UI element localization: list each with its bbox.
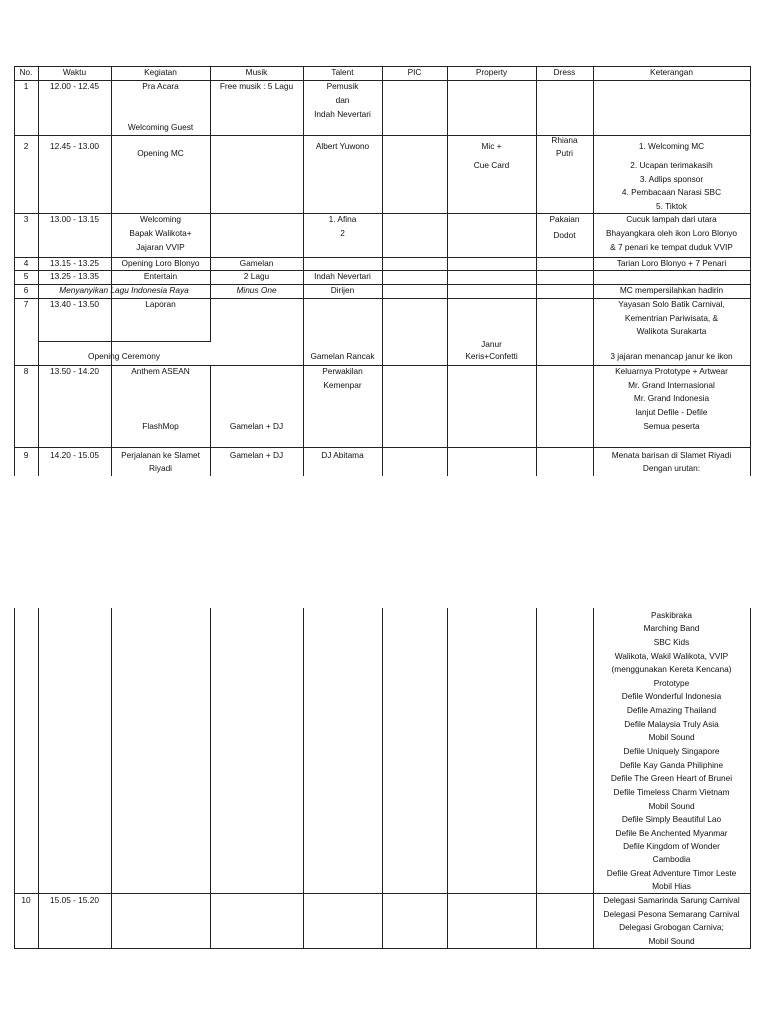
row-1-kegiatan-2: Welcoming Guest [127,122,194,132]
header-talent: Talent [331,67,354,77]
row-8-kegiatan: FlashMop [142,421,179,431]
row-8-kegiatan: Anthem ASEAN [131,366,190,376]
row-7-keterangan: Yayasan Solo Batik Carnival, [618,299,725,309]
row-4-no: 4 [23,258,29,268]
row-4-musik: Gamelan [239,258,274,268]
row-7-talent: Gamelan Rancak [310,351,375,361]
row-6-talent: Dirijen [330,285,355,295]
row-2-keterangan: 5. Tiktok [656,201,687,211]
row-10-keterangan: Delegasi Pesona Semarang Carnival [603,909,740,919]
row-5-no: 5 [23,271,29,281]
row-2-keterangan: 2. Ucapan terimakasih [630,160,713,170]
row-9-keterangan-cont: Defile Great Adventure Timor Leste [606,868,737,878]
row-1-talent: Indah Nevertari [314,109,371,119]
row-9-musik: Gamelan + DJ [229,450,284,460]
row-6-no: 6 [23,285,29,295]
row-9-keterangan-cont: Paskibraka [650,610,693,620]
header-waktu: Waktu [62,67,87,77]
row-3-kegiatan: Welcoming [140,214,181,224]
col-line [303,608,304,949]
row-8-no: 8 [23,366,29,376]
row-2-property: Cue Card [473,160,510,170]
row-7-kegiatan: Laporan [145,299,176,309]
row-1-musik: Free musik : 5 Lagu [219,81,294,91]
row-9-no: 9 [23,450,29,460]
row-3-kegiatan: Bapak Walikota+ [129,228,192,238]
row-5-kegiatan: Entertain [143,271,178,281]
row-9-keterangan-cont: Defile Be Anchented Myanmar [615,828,728,838]
row-9-keterangan-cont: Mobil Sound [648,732,695,742]
row-3-keterangan: Cucuk lampah dari utara [626,214,717,224]
row-2-dress: Rhiana [551,135,578,145]
row-3-dress: Dodot [553,230,576,240]
row-9-keterangan-cont: Defile Amazing Thailand [626,705,717,715]
row-4-keterangan: Tarian Loro Blonyo + 7 Penari [616,258,727,268]
row-10-keterangan: Mobil Sound [648,936,695,946]
row-9-keterangan-cont: Defile Kingdom of Wonder [623,841,720,851]
row-9-keterangan-cont: Marching Band [643,623,700,633]
row-5-talent: Indah Nevertari [314,271,371,281]
row-10-keterangan: Delegasi Samarinda Sarung Carnival [603,895,740,905]
col-line [382,608,383,949]
row-2-no: 2 [23,141,29,151]
row-10-keterangan: Delegasi Grobogan Carniva; [619,922,724,932]
row-9-keterangan-cont: Defile Wonderful Indonesia [621,691,722,701]
row-6-kegiatan: Menyanyikan Lagu Indonesia Raya [59,285,189,295]
row-5-waktu: 13.25 - 13.35 [50,271,99,281]
row-7-keterangan: Kementrian Pariwisata, & [624,313,719,323]
row-6-musik: Minus One [236,285,277,295]
row-3-keterangan: Bhayangkara oleh ikon Loro Blonyo [606,228,737,238]
row-1-talent: Pemusik [326,81,359,91]
col-line [210,608,211,949]
row-line [14,447,751,448]
row-1-no: 1 [23,81,29,91]
row-8-talent: Kemenpar [323,380,362,390]
row-8-waktu: 13.50 - 14.20 [50,366,99,376]
col-line [210,66,211,342]
row-1-kegiatan: Pra Acara [142,81,179,91]
row-9-keterangan-cont: (menggunakan Kereta Kencana) [611,664,732,674]
header-no: No. [19,67,33,77]
col-line [382,66,383,476]
row-3-talent: 2 [340,228,345,238]
row-1-waktu: 12.00 - 12.45 [50,81,99,91]
row-9-keterangan-cont: Cambodia [652,854,691,864]
header-dress: Dress [553,67,576,77]
row-9-keterangan-cont: Defile The Green Heart of Brunei [610,773,733,783]
row-9-keterangan-cont: Defile Uniquely Singapore [623,746,720,756]
row-9-keterangan: Menata barisan di Slamet Riyadi [611,450,732,460]
row-3-talent: 1. Afina [328,214,357,224]
header-musik: Musik [245,67,268,77]
row-7-keterangan: 3 jajaran menancap janur ke ikon [610,351,733,361]
row-9-keterangan-cont: Mobil Hias [652,881,691,891]
col-line [750,66,751,476]
row-10-waktu: 15.05 - 15.20 [50,895,99,905]
row-4-kegiatan: Opening Loro Blonyo [121,258,200,268]
row-3-no: 3 [23,214,29,224]
row-9-keterangan-cont: Walikota, Wakil Walikota, VVIP [614,651,729,661]
row-1-talent: dan [335,95,350,105]
row-8-keterangan: Semua peserta [643,421,700,431]
row-6-keterangan: MC mempersilahkan hadirin [619,285,724,295]
row-4-waktu: 13.15 - 13.25 [50,258,99,268]
row-9-keterangan-cont: Defile Simply Beautiful Lao [621,814,722,824]
row-9-talent: DJ Abitama [321,450,364,460]
row-7-keterangan: Walikota Surakarta [636,326,707,336]
col-line [536,608,537,949]
row-8-musik: Gamelan + DJ [229,421,284,431]
row-9-keterangan-cont: Defile Kay Ganda Philiphine [619,760,724,770]
row-2-keterangan: 4. Pembacaan Narasi SBC [621,187,722,197]
row-2-kegiatan: Opening MC [137,148,184,158]
col-line [111,608,112,949]
row-8-keterangan: Mr. Grand Indonesia [633,393,710,403]
col-line [447,608,448,949]
row-line [38,341,211,342]
row-2-keterangan: 1. Welcoming MC [638,141,705,151]
header-property: Property [475,67,508,77]
col-line [750,608,751,949]
row-9-keterangan-cont: Defile Malaysia Truly Asia [624,719,719,729]
row-line [14,135,751,136]
row-3-dress: Pakaian [549,214,580,224]
row-9-keterangan-cont: Prototype [653,678,690,688]
row-2-talent: Albert Yuwono [315,141,370,151]
row-9-keterangan-cont: Defile Timeless Charm Vietnam [613,787,730,797]
row-9-keterangan-cont: Mobil Sound [648,801,695,811]
col-line [447,66,448,476]
col-line [536,66,537,476]
row-5-musik: 2 Lagu [243,271,270,281]
row-2-waktu: 12.45 - 13.00 [50,141,99,151]
header-kegiatan: Kegiatan [144,67,177,77]
row-9-kegiatan: Riyadi [148,463,173,473]
row-9-keterangan: Dengan urutan: [642,463,701,473]
row-9-keterangan-cont: SBC Kids [653,637,690,647]
row-8-keterangan: lanjut Defile - Defile [635,407,708,417]
row-8-keterangan: Mr. Grand Internasional [628,380,715,390]
row-9-kegiatan: Perjalanan ke Slamet [121,450,200,460]
header-pic: PIC [407,67,422,77]
row-3-waktu: 13.00 - 13.15 [50,214,99,224]
row-3-keterangan: & 7 penari ke tempat duduk VVIP [610,242,733,252]
row-9-waktu: 14.20 - 15.05 [50,450,99,460]
row-7-waktu: 13.40 - 13.50 [50,299,99,309]
row-7-property: Keris+Confetti [465,351,518,361]
row-3-kegiatan: Jajaran VVIP [136,242,185,252]
row-7-property: Janur [481,339,502,349]
row-2-dress: Putri [555,148,574,158]
row-7-no: 7 [23,299,29,309]
header-keterangan: Keterangan [650,67,693,77]
row-2-property: Mic + [481,141,502,151]
row-8-talent: Perwakilan [322,366,363,376]
row-8-keterangan: Keluarnya Prototype + Artwear [615,366,728,376]
row-7-kegiatan-sub: Opening Ceremony [88,351,160,361]
row-10-no: 10 [21,895,31,905]
row-2-keterangan: 3. Adlips sponsor [639,174,704,184]
